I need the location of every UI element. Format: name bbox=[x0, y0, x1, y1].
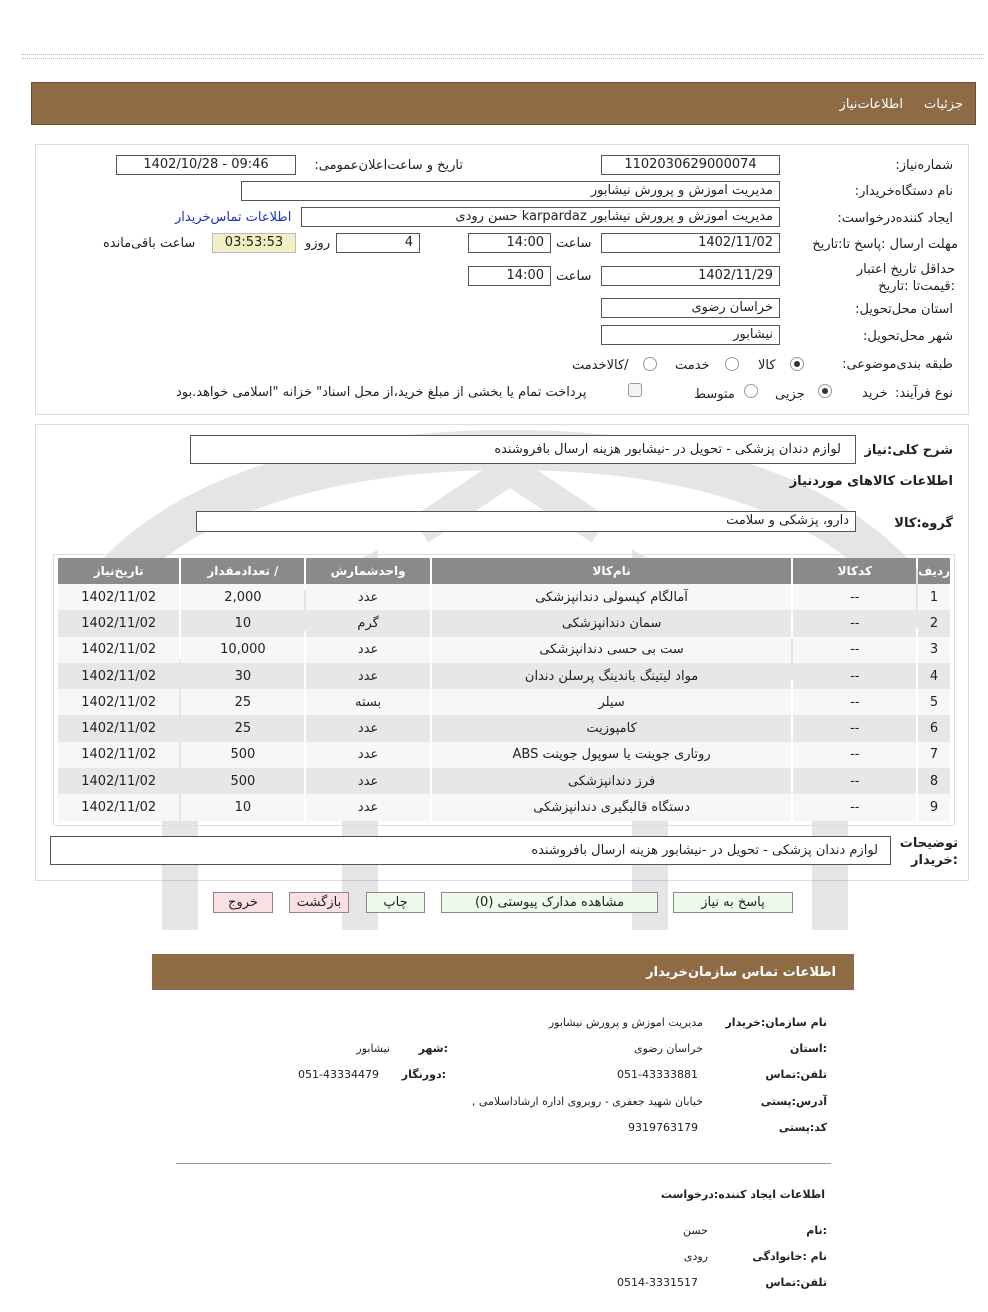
treasury-checkbox[interactable] bbox=[628, 383, 642, 397]
contact-province-label: :استان bbox=[790, 1042, 827, 1055]
cell-date: 1402/11/02 bbox=[58, 584, 179, 610]
col-header-unit: واحدشمارش bbox=[306, 558, 429, 584]
cell-code: -- bbox=[793, 715, 916, 741]
cell-unit: عدد bbox=[306, 794, 429, 820]
address-value: خیابان شهید جعفری - روبروی اداره ارشاداسلامی , bbox=[471, 1095, 703, 1108]
buyer-notes-label-1: توضیحات bbox=[899, 836, 958, 851]
creator-info-title: اطلاعات ایجاد کننده:درخواست bbox=[660, 1188, 825, 1201]
buyer-label: نام دستگاه‌خریدار: bbox=[854, 184, 953, 199]
col-header-quantity: / تعدادمقدار bbox=[181, 558, 304, 584]
category-goods-label: کالا bbox=[758, 358, 776, 373]
fax-value: 051-43334479 bbox=[298, 1068, 379, 1081]
org-label: نام سازمان:خریدار bbox=[725, 1016, 827, 1029]
cell-row-num: 2 bbox=[918, 610, 950, 636]
reply-button[interactable]: پاسخ به نیاز bbox=[673, 892, 793, 913]
need-title-label: شرح کلی:نیاز bbox=[864, 443, 953, 458]
tab-need-info[interactable]: اطلاعات‌نیاز bbox=[839, 97, 903, 112]
cell-row-num: 6 bbox=[918, 715, 950, 741]
deadline-label: مهلت ارسال :پاسخ تا:تاریخ bbox=[812, 237, 958, 252]
address-label: آدرس:پستی bbox=[760, 1095, 827, 1108]
announce-field: 1402/10/28 - 09:46 bbox=[116, 155, 296, 175]
items-table bbox=[56, 558, 952, 821]
cell-code: -- bbox=[793, 768, 916, 794]
cell-quantity: 25 bbox=[181, 715, 304, 741]
creator-name-label: :نام bbox=[806, 1224, 827, 1237]
creator-phone-value: 0514-3331517 bbox=[617, 1276, 698, 1289]
top-divider bbox=[22, 54, 984, 59]
cell-date: 1402/11/02 bbox=[58, 689, 179, 715]
cell-row-num: 3 bbox=[918, 637, 950, 663]
cell-row-num: 4 bbox=[918, 663, 950, 689]
category-service-radio[interactable] bbox=[725, 357, 739, 371]
process-buy-label: خرید bbox=[862, 386, 888, 401]
cell-name: فرز دندانپزشکی bbox=[432, 768, 792, 794]
view-attachments-button[interactable]: مشاهده مدارک پیوستی (0) bbox=[441, 892, 658, 913]
cell-row-num: 5 bbox=[918, 689, 950, 715]
need-title-field: لوازم دندان پزشکی - تحویل در -نیشابور هزینه ارسال بافروشنده bbox=[190, 435, 856, 464]
cell-name: دستگاه قالبگیری دندانپزشکی bbox=[432, 794, 792, 820]
table-row[interactable] bbox=[58, 584, 950, 610]
goods-group-label: گروه:کالا bbox=[894, 516, 953, 531]
contact-province-value: خراسان رضوی bbox=[633, 1042, 703, 1055]
col-header-date: تاریخ‌نیاز bbox=[58, 558, 179, 584]
cell-unit: عدد bbox=[306, 637, 429, 663]
back-button[interactable]: بازگشت bbox=[289, 892, 349, 913]
cell-name: سمان دندانپزشکی bbox=[432, 610, 792, 636]
cell-row-num: 1 bbox=[918, 584, 950, 610]
cell-unit: عدد bbox=[306, 742, 429, 768]
process-partial-radio[interactable] bbox=[818, 384, 832, 398]
cell-quantity: 10 bbox=[181, 794, 304, 820]
table-row[interactable] bbox=[58, 610, 950, 636]
cell-name: کامپوزیت bbox=[432, 715, 792, 741]
city-label: شهر محل‌تحویل: bbox=[863, 329, 953, 344]
creator-phone-label: تلفن:تماس bbox=[765, 1276, 827, 1289]
process-partial-label: جزیی bbox=[775, 387, 805, 402]
deadline-date-field: 1402/11/02 bbox=[601, 233, 780, 253]
contact-divider bbox=[176, 1163, 831, 1164]
buyer-contact-link[interactable]: اطلاعات تماس‌خریدار bbox=[175, 210, 292, 225]
postal-label: کد:پستی bbox=[778, 1121, 827, 1134]
cell-quantity: 10,000 bbox=[181, 637, 304, 663]
col-header-row-num: ردیف bbox=[918, 558, 950, 584]
validity-time-label: ساعت bbox=[556, 269, 592, 284]
creator-field: مدیریت اموزش و پرورش نیشابور karpardaz حسن رودی bbox=[301, 207, 780, 227]
validity-label: حداقل تاریخ اعتبار :قیمت‌تا :تاریخ bbox=[856, 262, 955, 294]
buyer-notes-field: لوازم دندان پزشکی - تحویل در -نیشابور هزینه ارسال بافروشنده bbox=[50, 836, 891, 865]
page-header bbox=[31, 82, 976, 125]
cell-quantity: 2,000 bbox=[181, 584, 304, 610]
category-service-label: خدمت bbox=[675, 358, 710, 373]
goods-group-field: دارو، پزشکی و سلامت bbox=[196, 511, 856, 532]
category-both-label: /کالاخدمت bbox=[572, 358, 629, 373]
city-field: نیشابور bbox=[601, 325, 780, 345]
creator-label: ایجاد کننده‌درخواست: bbox=[837, 211, 953, 226]
cell-code: -- bbox=[793, 794, 916, 820]
cell-name: مواد لیتینگ باندینگ پرسلن دندان bbox=[432, 663, 792, 689]
goods-info-heading: اطلاعات کالاهای موردنیاز bbox=[789, 474, 953, 489]
cell-unit: بسته bbox=[306, 689, 429, 715]
contact-phone-value: 051-43333881 bbox=[617, 1068, 698, 1081]
category-label: طبقه بندی‌موضوعی: bbox=[842, 357, 953, 372]
table-row[interactable] bbox=[58, 742, 950, 768]
table-row[interactable] bbox=[58, 663, 950, 689]
cell-row-num: 7 bbox=[918, 742, 950, 768]
col-header-name: نام‌کالا bbox=[432, 558, 792, 584]
payment-note: پرداخت تمام یا بخشی از مبلغ خرید،از محل اسناد" خزانه "اسلامی خواهد.بود bbox=[176, 385, 587, 400]
category-both-radio[interactable] bbox=[643, 357, 657, 371]
cell-quantity: 500 bbox=[181, 768, 304, 794]
cell-date: 1402/11/02 bbox=[58, 663, 179, 689]
cell-date: 1402/11/02 bbox=[58, 742, 179, 768]
cell-unit: عدد bbox=[306, 584, 429, 610]
creator-family-value: رودی bbox=[683, 1250, 708, 1263]
deadline-time-label: ساعت bbox=[556, 236, 592, 251]
cell-code: -- bbox=[793, 742, 916, 768]
cell-code: -- bbox=[793, 610, 916, 636]
need-number-label: شماره‌نیاز: bbox=[895, 158, 953, 173]
process-medium-radio[interactable] bbox=[744, 384, 758, 398]
cell-name: روتاری جوینت یا سوپول جوینت ABS bbox=[432, 742, 792, 768]
need-number-field: 1102030629000074 bbox=[601, 155, 780, 175]
cell-date: 1402/11/02 bbox=[58, 768, 179, 794]
province-label: استان محل‌تحویل: bbox=[855, 302, 953, 317]
cell-unit: عدد bbox=[306, 768, 429, 794]
table-row[interactable] bbox=[58, 768, 950, 794]
col-header-code: کدکالا bbox=[793, 558, 916, 584]
table-row[interactable] bbox=[58, 689, 950, 715]
cell-quantity: 500 bbox=[181, 742, 304, 768]
contact-phone-label: تلفن:تماس bbox=[765, 1068, 827, 1081]
cell-date: 1402/11/02 bbox=[58, 794, 179, 820]
cell-name: آمالگام کپسولی دندانپزشکی bbox=[432, 584, 792, 610]
cell-quantity: 25 bbox=[181, 689, 304, 715]
remaining-timer: 03:53:53 bbox=[212, 233, 296, 253]
cell-quantity: 30 bbox=[181, 663, 304, 689]
remaining-label: ساعت باقی‌مانده bbox=[103, 236, 196, 251]
cell-row-num: 8 bbox=[918, 768, 950, 794]
cell-quantity: 10 bbox=[181, 610, 304, 636]
contact-city-label: :شهر bbox=[418, 1042, 448, 1055]
cell-code: -- bbox=[793, 663, 916, 689]
cell-date: 1402/11/02 bbox=[58, 715, 179, 741]
table-row[interactable] bbox=[58, 715, 950, 741]
deadline-time-field: 14:00 bbox=[468, 233, 551, 253]
cell-code: -- bbox=[793, 637, 916, 663]
cell-unit: عدد bbox=[306, 715, 429, 741]
days-label: روزو bbox=[305, 236, 331, 251]
cell-unit: گرم bbox=[306, 610, 429, 636]
cell-date: 1402/11/02 bbox=[58, 637, 179, 663]
announce-label: تاریخ و ساعت‌اعلان‌عمومی: bbox=[314, 158, 463, 173]
cell-name: ست بی حسی دندانپزشکی bbox=[432, 637, 792, 663]
buyer-contact-title: اطلاعات تماس سازمان‌خریدار bbox=[646, 965, 836, 980]
postal-value: 9319763179 bbox=[628, 1121, 698, 1134]
validity-date-field: 1402/11/29 bbox=[601, 266, 780, 286]
tab-details[interactable]: جزئیات bbox=[924, 97, 963, 112]
process-label: نوع فرآیند: bbox=[895, 386, 953, 401]
buyer-field: مدیریت اموزش و پرورش نیشابور bbox=[241, 181, 780, 201]
cell-row-num: 9 bbox=[918, 794, 950, 820]
print-button[interactable]: چاپ bbox=[366, 892, 425, 913]
cell-unit: عدد bbox=[306, 663, 429, 689]
cell-code: -- bbox=[793, 584, 916, 610]
creator-family-label: نام :خانوادگی bbox=[752, 1250, 827, 1263]
validity-time-field: 14:00 bbox=[468, 266, 551, 286]
process-medium-label: متوسط bbox=[694, 387, 735, 402]
category-goods-radio[interactable] bbox=[790, 357, 804, 371]
org-value: مدیریت اموزش و پرورش نیشابور bbox=[548, 1016, 703, 1029]
cell-name: سیلر bbox=[432, 689, 792, 715]
exit-button[interactable]: خروج bbox=[213, 892, 273, 913]
cell-date: 1402/11/02 bbox=[58, 610, 179, 636]
fax-label: :دورنگار bbox=[401, 1068, 446, 1081]
province-field: خراسان رضوی bbox=[601, 298, 780, 318]
table-row[interactable] bbox=[58, 637, 950, 663]
buyer-contact-header bbox=[152, 954, 854, 990]
table-row[interactable] bbox=[58, 794, 950, 820]
contact-city-value: نیشابور bbox=[356, 1042, 390, 1055]
creator-name-value: حسن bbox=[683, 1224, 708, 1237]
days-field: 4 bbox=[336, 233, 420, 253]
cell-code: -- bbox=[793, 689, 916, 715]
buyer-notes-label-2: :خریدار bbox=[911, 853, 958, 868]
table-header-row bbox=[58, 558, 950, 584]
